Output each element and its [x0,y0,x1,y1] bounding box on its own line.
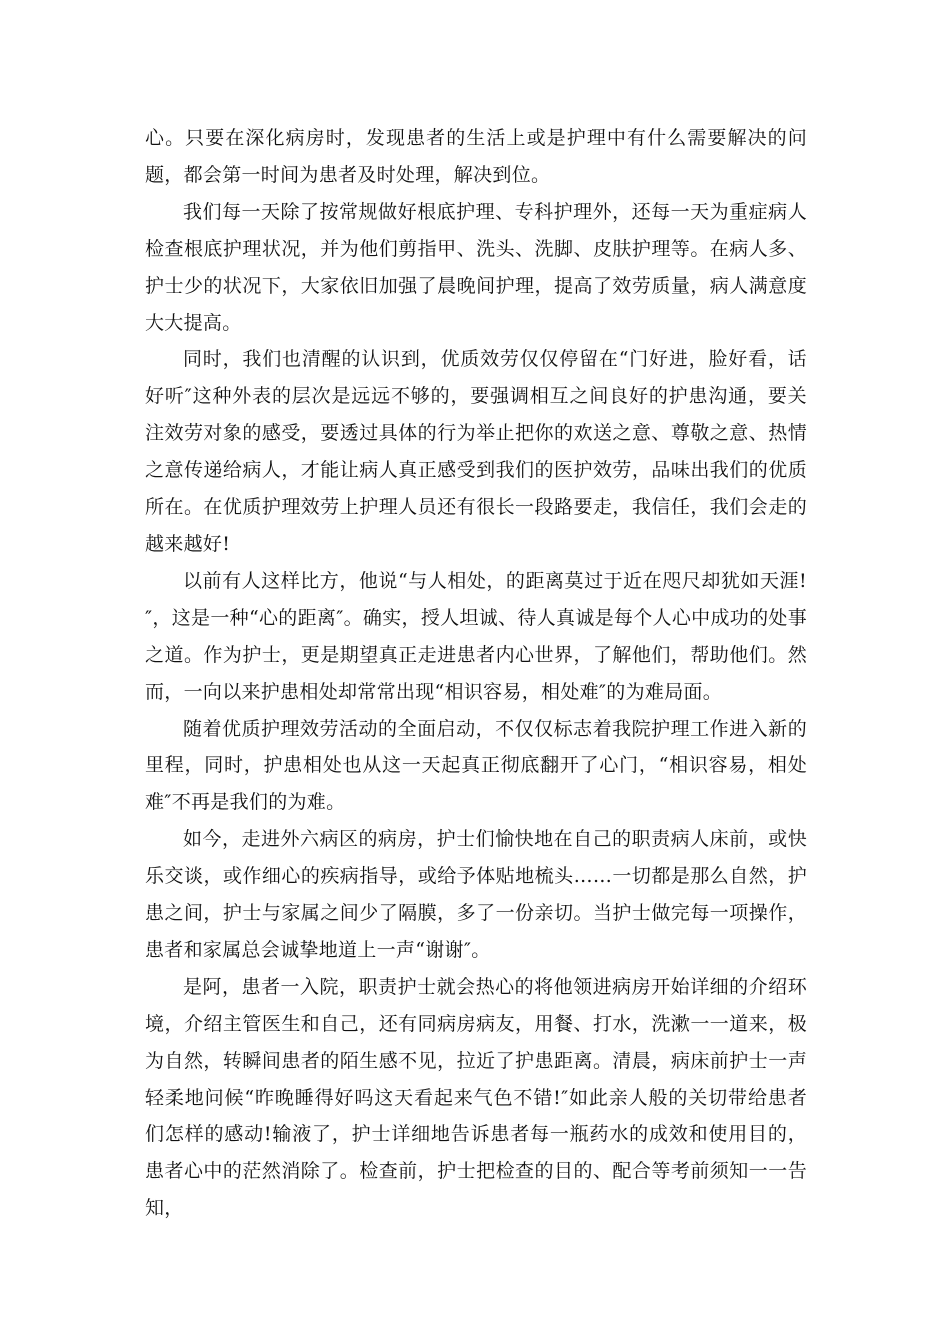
paragraph: 如今，走进外六病区的病房，护士们愉快地在自己的职责病人床前，或快乐交谈，或作细心的疾病指导，或给予体贴地梳头……一切都是那么自然，护患之间，护士与家属之间少了隔膜，多了一份亲切。当护士做完每一项操作，患者和家属总会诚挚地道上一声“谢谢″。 [145,828,807,961]
paragraph: 以前有人这样比方，他说“与人相处，的距离莫过于近在咫尺却犹如天涯!″，这是一种“心的距离″。确实，授人坦诚、待人真诚是每个人心中成功的处事之道。作为护士，更是期望真正走进患者内心世界，了解他们，帮助他们。然而，一向以来护患相处却常常出现“相识容易，相处难″的为难局面。 [145,569,807,703]
paragraph: 同时，我们也清醒的认识到，优质效劳仅仅停留在“门好进，脸好看，话好听″这种外表的层次是远远不够的，要强调相互之间良好的护患沟通，要关注效劳对象的感受，要透过具体的行为举止把你的欢送之意、尊敬之意、热情之意传递给病人，才能让病人真正感受到我们的医护效劳，品味出我们的优质所在。在优质护理效劳上护理人员还有很长一段路要走，我信任，我们会走的越来越好! [145,348,807,555]
paragraph: 我们每一天除了按常规做好根底护理、专科护理外，还每一天为重症病人检查根底护理状况，并为他们剪指甲、洗头、洗脚、皮肤护理等。在病人多、护士少的状况下，大家依旧加强了晨晚间护理，提高了效劳质量，病人满意度大大提高。 [145,200,807,334]
document-body [145,120,807,1227]
paragraph: 心。只要在深化病房时，发现患者的生活上或是护理中有什么需要解决的问题，都会第一时间为患者及时处理，解决到位。 [145,127,807,186]
paragraph: 随着优质护理效劳活动的全面启动，不仅仅标志着我院护理工作进入新的里程，同时，护患相处也从这一天起真正彻底翻开了心门，“相识容易，相处难″不再是我们的为难。 [145,717,807,814]
paragraph: 是阿，患者一入院，职责护士就会热心的将他领进病房开始详细的介绍环境，介绍主管医生和自己，还有同病房病友，用餐、打水，洗漱一一道来，极为自然，转瞬间患者的陌生感不见，拉近了护患距离。清晨，病床前护士一声轻柔地问候“昨晚睡得好吗这天看起来气色不错!″如此亲人般的关切带给患者们怎样的感动!输液了，护士详细地告诉患者每一瓶药水的成效和使用目的，患者心中的茫然消除了。检查前，护士把检查的目的、配合等考前须知一一告知， [145,975,807,1220]
